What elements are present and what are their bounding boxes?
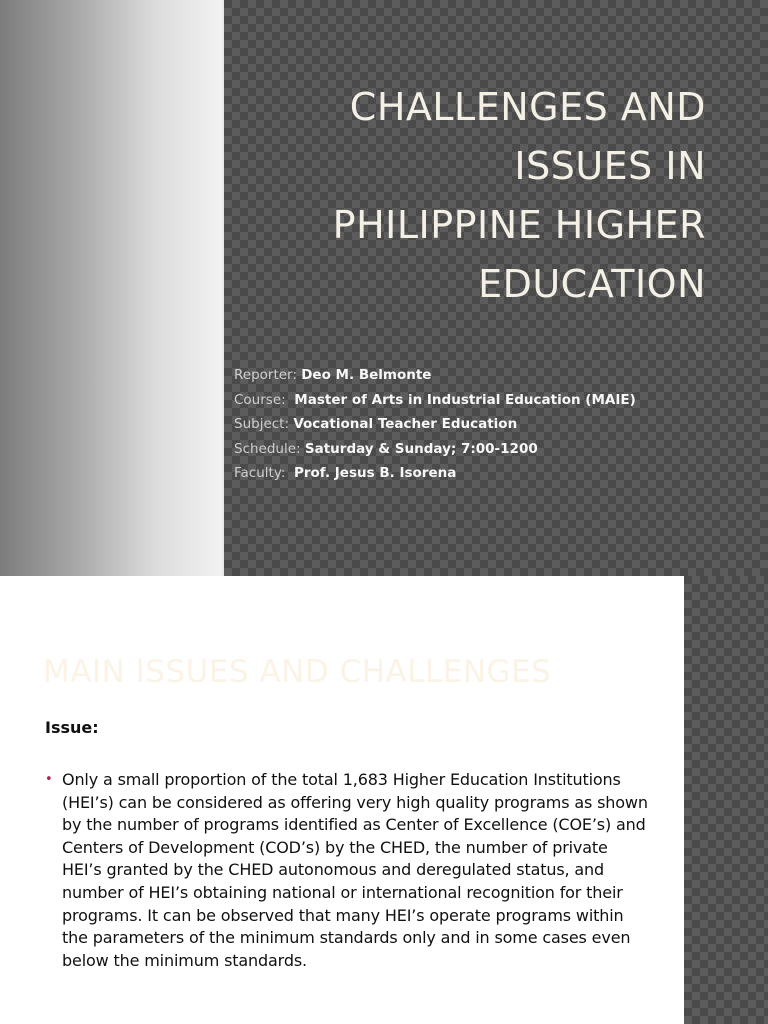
info-row-faculty [234,461,754,486]
info-value: Deo M. Belmonte [301,367,432,383]
info-value: Prof. Jesus B. Isorena [293,465,457,481]
title-line: ISSUES IN [514,144,706,188]
info-row-reporter [234,363,754,388]
slide-heading: MAIN ISSUES AND CHALLENGES [43,654,552,690]
diamond-pattern-side-strip [684,576,768,1024]
info-label: Course: [234,391,286,408]
gradient-side-panel [0,0,224,576]
info-row-subject [234,412,754,437]
bullet-text: Only a small proportion of the total 1,683 Higher Education Institutions (HEI’s) can be considered as offering very high quality programs as shown by the number of programs identified as Center of Excellence (COE’s) and Centers of Development (COD’s) by the CHED, the number of private HEI’s granted by the CHED autonomous and deregulated status, and number of HEI’s obtaining national or international recognition for their programs. It can be observed that many HEI’s operate programs within the parameters of the minimum standards only and in some cases even below the minimum standards. [62,770,648,970]
presentation-title [266,78,706,314]
info-value: Saturday & Sunday; 7:00-1200 [304,440,538,457]
info-label: Schedule: [234,440,301,457]
bullet-list [45,769,650,972]
info-label: Faculty: [234,465,286,481]
info-row-schedule [234,437,754,462]
title-line: CHALLENGES AND [349,85,706,129]
info-label: Subject: [234,416,290,432]
title-line: EDUCATION [478,262,706,306]
presenter-info [234,363,754,486]
bullet-icon: • [45,772,53,787]
title-line: PHILIPPINE HIGHER [332,203,706,247]
info-label: Reporter: [234,367,297,383]
content-slide [0,576,768,1024]
info-row-course [234,388,754,413]
info-value: Master of Arts in Industrial Education (MAIE) [294,391,636,408]
list-item [45,769,650,972]
issue-label: Issue: [45,718,99,737]
info-value: Vocational Teacher Education [293,416,518,432]
